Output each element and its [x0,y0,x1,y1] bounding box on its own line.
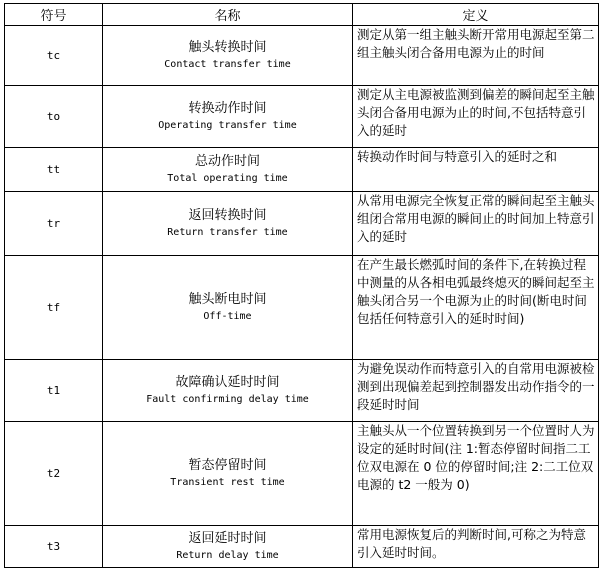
definition-cell: 转换动作时间与特意引入的延时之和 [353,148,599,192]
name-zh: 暂态停留时间 [188,457,267,473]
symbol-cell: tr [5,192,103,256]
definition-cell: 主触头从一个位置转换到另一个位置时人为设定的延时时间(注 1:暂态停留时间指二工位双电源在 0 位的停留时间;注 2:二工位双电源的 t2 一般为 0) [353,422,599,526]
name-en: Return transfer time [167,226,288,238]
name-zh: 返回延时时间 [188,530,267,546]
definition-cell: 在产生最长燃弧时间的条件下,在转换过程中测量的从各相电弧最终熄灭的瞬间起至主触头闭合另一个电源为止的时间(断电时间包括任何特意引入的延时时间) [353,256,599,360]
name-cell [103,256,353,360]
name-zh: 触头转换时间 [188,39,267,55]
symbol-cell: t2 [5,422,103,526]
name-en: Transient rest time [170,476,285,488]
name-en: Contact transfer time [164,58,291,70]
name-cell [103,360,353,422]
table-row [5,360,599,422]
name-en: Fault confirming delay time [146,393,309,405]
symbol-cell: t3 [5,526,103,568]
symbol-cell: to [5,86,103,148]
name-zh: 总动作时间 [194,153,260,169]
table-row [5,148,599,192]
name-cell [103,148,353,192]
name-en: Operating transfer time [158,119,297,131]
name-cell [103,192,353,256]
symbol-cell: t1 [5,360,103,422]
table-row [5,526,599,568]
table-row [5,422,599,526]
symbol-cell: tt [5,148,103,192]
name-zh: 触头断电时间 [188,291,267,307]
header-name: 名称 [103,4,353,26]
table-row [5,26,599,86]
header-row [5,4,599,26]
name-en: Off-time [203,310,252,322]
symbol-cell: tc [5,26,103,86]
table-row [5,256,599,360]
definition-cell: 常用电源恢复后的判断时间,可称之为特意引入延时时间。 [353,526,599,568]
name-cell [103,526,353,568]
definition-cell: 为避免误动作而特意引入的自常用电源被检测到出现偏差起到控制器发出动作指令的一段延时时间 [353,360,599,422]
name-cell [103,26,353,86]
name-zh: 返回转换时间 [188,207,267,223]
header-symbol: 符号 [5,4,103,26]
name-cell [103,86,353,148]
table-row [5,86,599,148]
table-header [5,4,599,26]
name-zh: 故障确认延时时间 [175,374,280,390]
table-body [5,26,599,568]
table-row [5,192,599,256]
name-zh: 转换动作时间 [188,100,267,116]
definitions-table [4,3,599,568]
definition-cell: 从常用电源完全恢复正常的瞬间起至主触头组闭合常用电源的瞬间止的时间加上特意引入的延时 [353,192,599,256]
name-en: Return delay time [176,549,279,561]
definition-cell: 测定从第一组主触头断开常用电源起至第二组主触头闭合备用电源为止的时间 [353,26,599,86]
definition-cell: 测定从主电源被监测到偏差的瞬间起至主触头闭合备用电源为止的时间,不包括特意引入的延时 [353,86,599,148]
header-definition: 定义 [353,4,599,26]
name-en: Total operating time [167,172,288,184]
symbol-cell: tf [5,256,103,360]
name-cell [103,422,353,526]
